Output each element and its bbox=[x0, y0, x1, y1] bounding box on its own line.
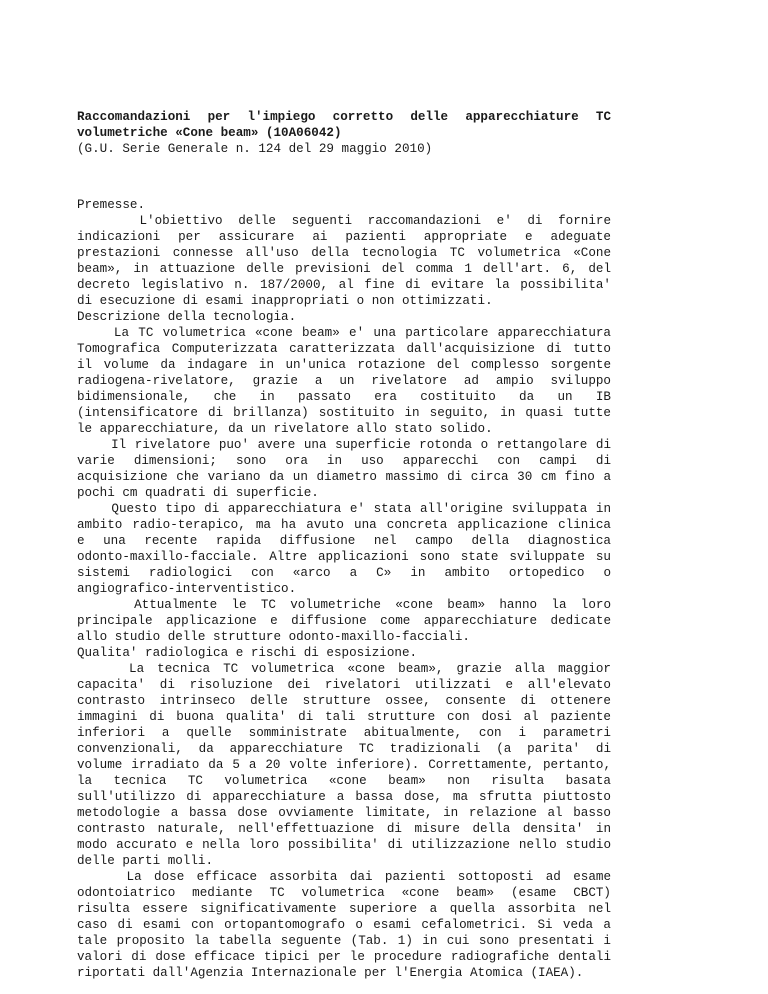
text-line: caso di esami con ortopantomografo o esami cefalometrici. Si veda a bbox=[77, 918, 611, 932]
title-line-2: volumetriche «Cone beam» (10A06042) bbox=[77, 126, 342, 140]
section-heading-premesse: Premesse. bbox=[77, 198, 146, 212]
text-line: prestazioni connesse all'uso della tecnologia TC volumetrica «Cone bbox=[77, 246, 611, 260]
spacer bbox=[77, 165, 611, 197]
source-reference: (G.U. Serie Generale n. 124 del 29 maggio 2010) bbox=[77, 142, 433, 156]
text-line: beam», in attuazione delle previsioni del comma 1 dell'art. 6, del bbox=[77, 262, 611, 276]
text-line: Attualmente le TC volumetriche «cone beam» hanno la loro bbox=[77, 598, 611, 612]
document-body bbox=[77, 165, 611, 981]
text-line: convenzionali, da apparecchiature TC tradizionali (a parita' di bbox=[77, 742, 611, 756]
text-line: di esecuzione di esami inappropriati o non ottimizzati. bbox=[77, 294, 493, 308]
text-line: L'obiettivo delle seguenti raccomandazioni e' di fornire bbox=[77, 214, 611, 228]
text-line: La dose efficace assorbita dai pazienti sottoposti ad esame bbox=[77, 870, 611, 884]
text-line: decreto legislativo n. 187/2000, al fine di evitare la possibilita' bbox=[77, 278, 611, 292]
text-line: La TC volumetrica «cone beam» e' una particolare apparecchiatura bbox=[77, 326, 611, 340]
text-line: capacita' di risoluzione dei rivelatori utilizzati e all'elevato bbox=[77, 678, 611, 692]
text-line: valori di dose efficace tipici per le procedure radiografiche dentali bbox=[77, 950, 611, 964]
text-line: odonto-maxillo-facciale. Altre applicazioni sono state sviluppate su bbox=[77, 550, 611, 564]
text-line: Tomografica Computerizzata caratterizzata dall'acquisizione di tutto bbox=[77, 342, 611, 356]
text-line: tale proposito la tabella seguente (Tab. 1) in cui sono presentati i bbox=[77, 934, 611, 948]
text-line: e una recente rapida diffusione nel campo della diagnostica bbox=[77, 534, 611, 548]
section-heading-descrizione: Descrizione della tecnologia. bbox=[77, 310, 297, 324]
text-line: ambito radio-terapico, ma ha avuto una concreta applicazione clinica bbox=[77, 518, 611, 532]
text-line: modo accurato e nella loro possibilita' di utilizzazione nello studio bbox=[77, 838, 611, 852]
text-line: pochi cm quadrati di superficie. bbox=[77, 486, 319, 500]
text-line: delle parti molli. bbox=[77, 854, 214, 868]
text-line: principale applicazione e diffusione come apparecchiature dedicate bbox=[77, 614, 611, 628]
text-line: Questo tipo di apparecchiatura e' stata all'origine sviluppata in bbox=[77, 502, 611, 516]
text-line: contrasto naturale, nell'effettuazione di misure della densita' in bbox=[77, 822, 611, 836]
text-line: la tecnica TC volumetrica «cone beam» non risulta basata bbox=[77, 774, 611, 788]
title-line-1: Raccomandazioni per l'impiego corretto delle apparecchiature TC bbox=[77, 110, 611, 124]
text-line: acquisizione che variano da un diametro massimo di circa 30 cm fino a bbox=[77, 470, 611, 484]
section-heading-qualita: Qualita' radiologica e rischi di esposizione. bbox=[77, 646, 418, 660]
text-line: risulta essere significativamente superiore a quella assorbita nel bbox=[77, 902, 611, 916]
text-line: bidimensionale, che in passato era costituito da un IB bbox=[77, 390, 611, 404]
text-line: allo studio delle strutture odonto-maxillo-facciali. bbox=[77, 630, 470, 644]
text-line: volume irradiato da 5 a 20 volte inferiore). Correttamente, pertanto, bbox=[77, 758, 611, 772]
text-line: radiogena-rivelatore, grazie a un rivelatore ad ampio sviluppo bbox=[77, 374, 611, 388]
text-line: Il rivelatore puo' avere una superficie rotonda o rettangolare di bbox=[77, 438, 611, 452]
text-line: inferiori a quelle somministrate abitualmente, con i parametri bbox=[77, 726, 611, 740]
text-line: immagini di buona qualita' di tali strutture con dosi al paziente bbox=[77, 710, 611, 724]
text-line: riportati dall'Agenzia Internazionale per l'Energia Atomica (IAEA). bbox=[77, 966, 584, 980]
text-line: sull'utilizzo di apparecchiature a bassa dose, ma sfrutta piuttosto bbox=[77, 790, 611, 804]
text-line: metodologie a bassa dose ovviamente limitate, in relazione al basso bbox=[77, 806, 611, 820]
text-line: varie dimensioni; sono ora in uso apparecchi con campi di bbox=[77, 454, 611, 468]
text-line: le apparecchiature, da un rivelatore allo stato solido. bbox=[77, 422, 493, 436]
text-line: (intensificatore di brillanza) sostituito in seguito, in quasi tutte bbox=[77, 406, 611, 420]
text-line: La tecnica TC volumetrica «cone beam», grazie alla maggior bbox=[77, 662, 611, 676]
text-line: odontoiatrico mediante TC volumetrica «cone beam» (esame CBCT) bbox=[77, 886, 611, 900]
text-line: il volume da indagare in un'unica rotazione del complesso sorgente bbox=[77, 358, 611, 372]
text-line: indicazioni per assicurare ai pazienti appropriate e adeguate bbox=[77, 230, 611, 244]
text-line: contrasto intrinseco delle strutture ossee, consente di ottenere bbox=[77, 694, 611, 708]
text-line: sistemi radiologici con «arco a C» in ambito ortopedico o bbox=[77, 566, 611, 580]
text-line: angiografico-interventistico. bbox=[77, 582, 297, 596]
document-header bbox=[77, 109, 611, 157]
